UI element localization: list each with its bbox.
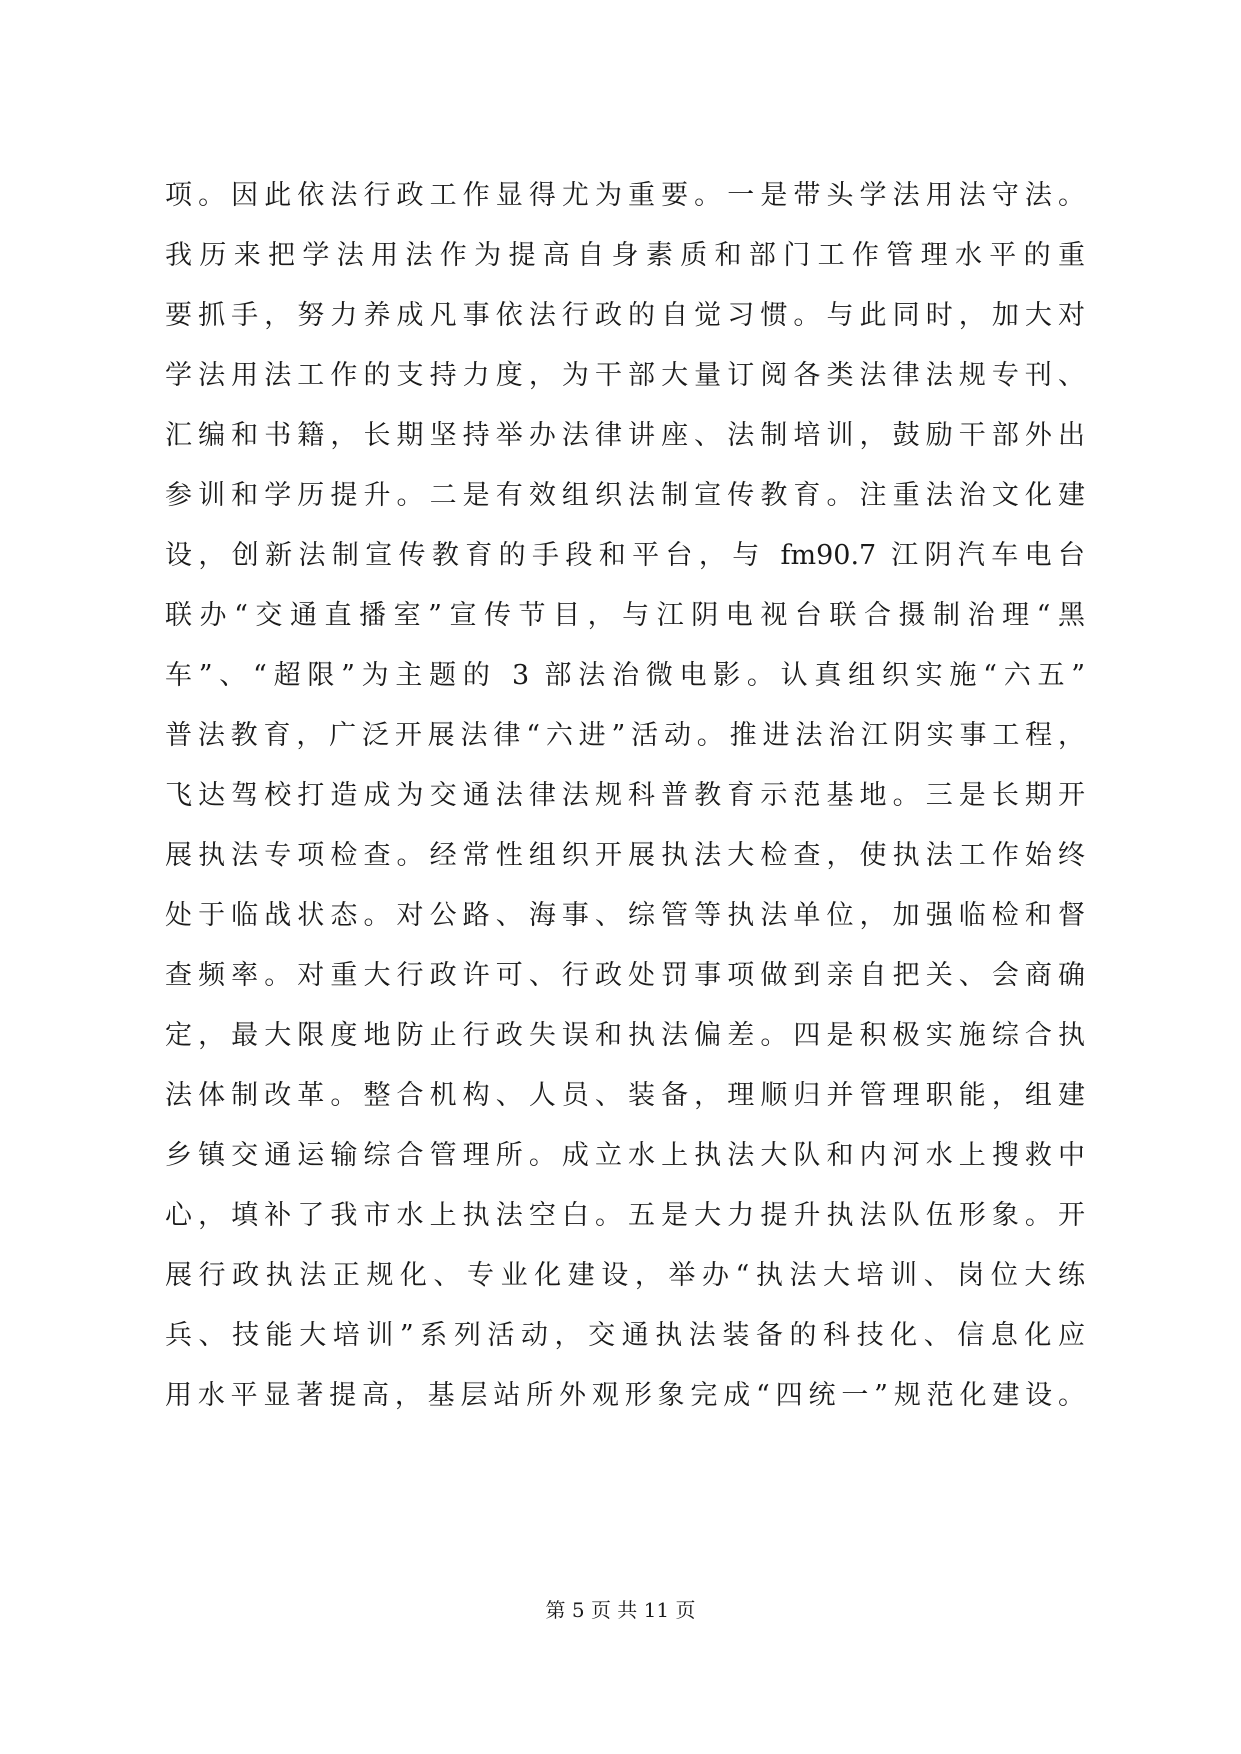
text-line: 心，填补了我市水上执法空白。五是大力提升执法队伍形象。开 — [165, 1200, 1085, 1231]
text-line: 我历来把学法用法作为提高自身素质和部门工作管理水平的重 — [165, 240, 1085, 271]
text-line: 参训和学历提升。二是有效组织法制宣传教育。注重法治文化建 — [165, 480, 1085, 511]
text-line: 展执法专项检查。经常性组织开展执法大检查，使执法工作始终 — [165, 840, 1085, 871]
text-line: 查频率。对重大行政许可、行政处罚事项做到亲自把关、会商确 — [165, 960, 1085, 991]
text-line: 设，创新法制宣传教育的手段和平台，与 fm90.7 江阴汽车电台 — [165, 540, 1085, 571]
text-line: 处于临战状态。对公路、海事、综管等执法单位，加强临检和督 — [165, 900, 1085, 931]
text-line: 乡镇交通运输综合管理所。成立水上执法大队和内河水上搜救中 — [165, 1140, 1085, 1171]
text-line: 普法教育，广泛开展法律“六进”活动。推进法治江阴实事工程， — [165, 720, 1085, 751]
text-line: 法体制改革。整合机构、人员、装备，理顺归并管理职能，组建 — [165, 1080, 1085, 1111]
text-line: 要抓手，努力养成凡事依法行政的自觉习惯。与此同时，加大对 — [165, 300, 1085, 331]
text-line: 联办“交通直播室”宣传节目，与江阴电视台联合摄制治理“黑 — [165, 600, 1085, 631]
page-number-footer: 第 5 页 共 11 页 — [545, 1598, 696, 1622]
text-line: 兵、技能大培训”系列活动，交通执法装备的科技化、信息化应 — [165, 1320, 1085, 1351]
text-line: 学法用法工作的支持力度，为干部大量订阅各类法律法规专刊、 — [165, 360, 1085, 391]
text-line: 项。因此依法行政工作显得尤为重要。一是带头学法用法守法。 — [165, 180, 1085, 211]
text-line: 用水平显著提高，基层站所外观形象完成“四统一”规范化建设。 — [165, 1380, 1085, 1411]
body-paragraph — [165, 166, 1085, 1426]
text-line: 定，最大限度地防止行政失误和执法偏差。四是积极实施综合执 — [165, 1020, 1085, 1051]
text-line: 汇编和书籍，长期坚持举办法律讲座、法制培训，鼓励干部外出 — [165, 420, 1085, 451]
text-line: 飞达驾校打造成为交通法律法规科普教育示范基地。三是长期开 — [165, 780, 1085, 811]
text-line: 展行政执法正规化、专业化建设，举办“执法大培训、岗位大练 — [165, 1260, 1085, 1291]
text-line: 车”、“超限”为主题的 3 部法治微电影。认真组织实施“六五” — [165, 660, 1085, 691]
